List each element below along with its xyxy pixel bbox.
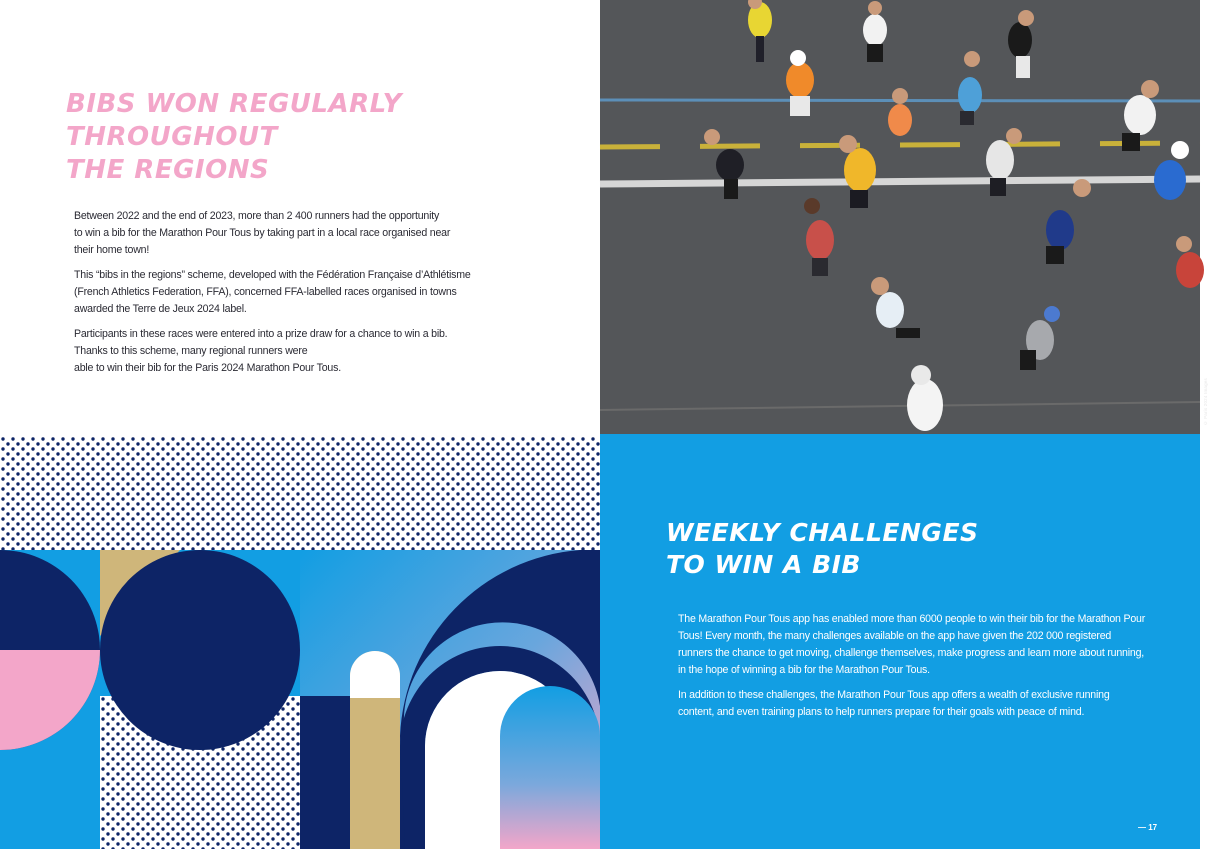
paragraph: In addition to these challenges, the Marathon Pour Tous app offers a wealth of exclusive running content, and even training plans to help runners prepare for their goals with peace of mind.: [678, 689, 1110, 718]
navy-circle: [100, 550, 300, 750]
section-title-weekly-challenges: [666, 517, 979, 581]
heading-line: WEEKLY CHALLENGES: [666, 518, 979, 547]
paragraph-line: Participants in these races were entered into a prize draw for a chance to win a bib.: [74, 328, 448, 340]
left-text-section: [0, 0, 600, 436]
heading-line: TO WIN A BIB: [666, 550, 861, 579]
paragraph-line: to win a bib for the Marathon Pour Tous by taking part in a local race organised near: [74, 227, 451, 239]
page-number: — 17: [1138, 823, 1158, 832]
paragraph: [74, 208, 534, 259]
section-title-bibs-regions: [66, 88, 526, 187]
bibs-regions-body: [74, 208, 534, 385]
road-white-line: [600, 179, 1200, 184]
paragraph: [74, 267, 534, 318]
photo-credit: © Paris 2024 Images: [1203, 378, 1208, 426]
paragraph-line: (French Athletics Federation, FFA), concerned FFA-labelled races organised in towns: [74, 286, 457, 298]
decorative-geometric-graphic: [0, 436, 600, 849]
heading-line: BIBS WON REGULARLY: [66, 89, 402, 119]
paragraph-line: This “bibs in the regions” scheme, developed with the Fédération Française d’Athlétisme: [74, 269, 471, 281]
marathon-runners-photo: [600, 0, 1208, 434]
paragraph-line: Between 2022 and the end of 2023, more than 2 400 runners had the opportunity: [74, 210, 440, 222]
gradient-arch: [500, 686, 600, 849]
paragraph: [74, 326, 534, 377]
paragraph-line: awarded the Terre de Jeux 2024 label.: [74, 303, 247, 315]
dot-pattern: [0, 436, 600, 550]
paragraph-line: their home town!: [74, 244, 150, 256]
paragraph-line: Thanks to this scheme, many regional runners were: [74, 345, 308, 357]
heading-line: THROUGHOUT: [66, 122, 278, 152]
paragraph: The Marathon Pour Tous app has enabled more than 6000 people to win their bib for the Marathon Pour Tous! Every month, the many challenges available on the app have given the 202 000 registered runners the chance to get moving, challenge themselves, make progress and learn more about running, in the hope of winning a bib for the Marathon Pour Tous.: [678, 613, 1146, 676]
weekly-challenges-body: [678, 611, 1148, 729]
heading-line: THE REGIONS: [66, 155, 270, 185]
paragraph-line: able to win their bib for the Paris 2024 Marathon Pour Tous.: [74, 362, 341, 374]
